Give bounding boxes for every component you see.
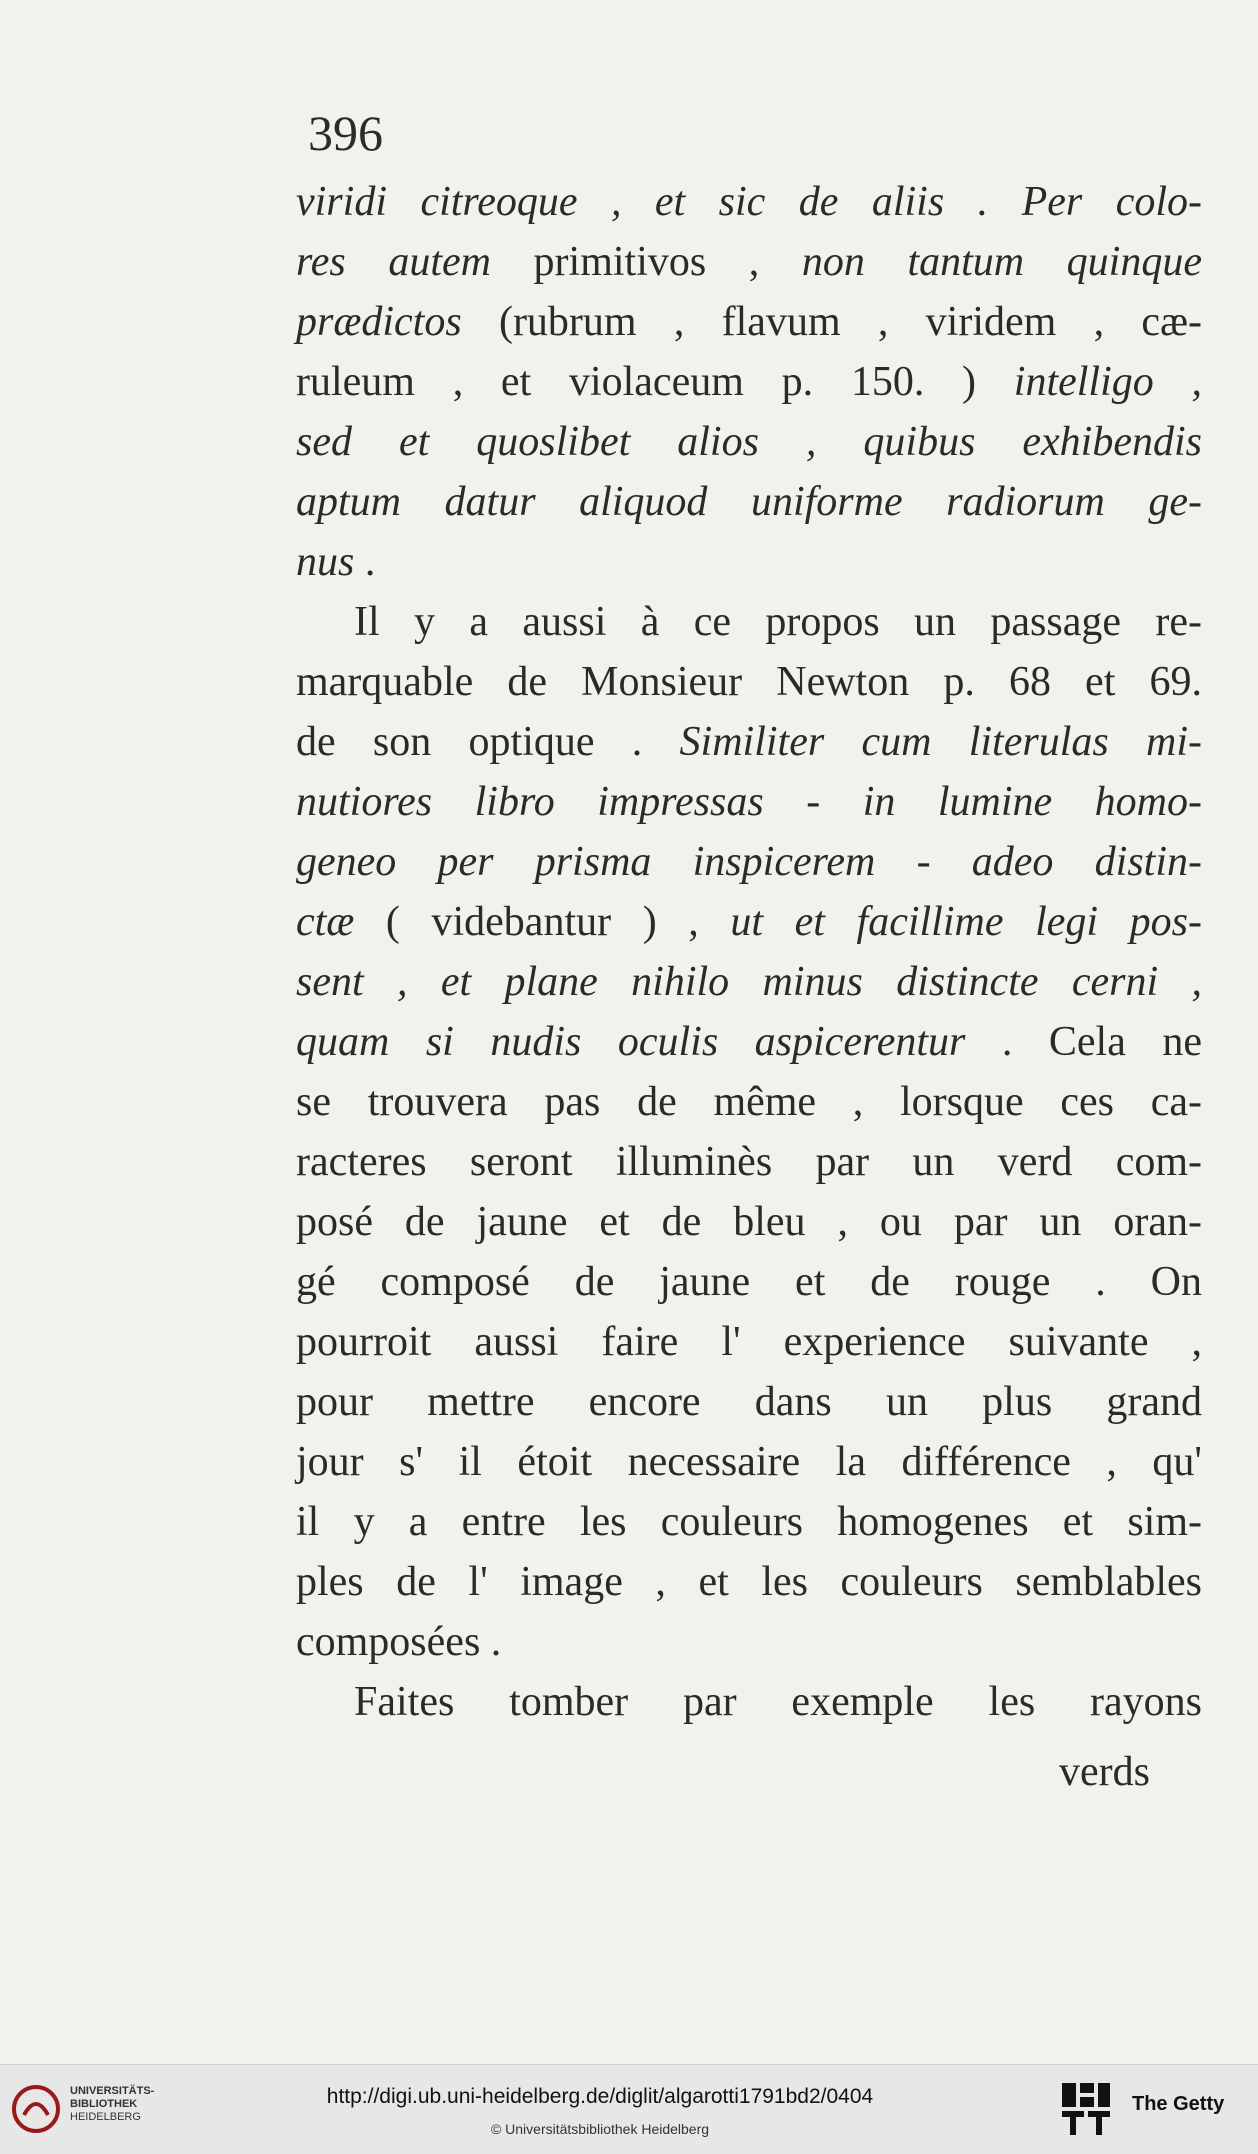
text-segment: viridi citreoque , et sic de aliis . Per colo- (296, 179, 1202, 225)
permalink-url[interactable]: http://digi.ub.uni-heidelberg.de/diglit/algarotti1791bd2/0404 (326, 2085, 874, 2108)
text-line (296, 1132, 1202, 1192)
text-line (296, 412, 1202, 472)
text-line (296, 1012, 1202, 1072)
text-segment: res autem (296, 239, 491, 285)
body-text (296, 172, 1202, 1732)
text-segment: ut et facillime legi pos- (730, 899, 1202, 945)
text-segment: marquable de Monsieur Newton p. 68 et 69. (296, 659, 1202, 705)
text-line (296, 532, 1202, 592)
text-segment: intelligo , (1013, 359, 1202, 405)
text-segment: Il y a aussi à ce propos un passage re- (354, 599, 1202, 645)
text-segment: aptum datur aliquod uniforme radiorum ge- (296, 479, 1202, 525)
footer-bar (0, 2064, 1258, 2154)
text-line (296, 892, 1202, 952)
catchword: verds (1059, 1749, 1150, 1795)
page-number: 396 (308, 105, 383, 161)
text-line (296, 1072, 1202, 1132)
text-segment: . Cela ne (965, 1019, 1203, 1065)
text-segment: racteres seront illuminès par un verd com- (296, 1139, 1202, 1185)
text-line (296, 712, 1202, 772)
text-segment: il y a entre les couleurs homogenes et sim- (296, 1499, 1202, 1545)
text-segment: Faites tomber par exemple les rayons (354, 1679, 1202, 1725)
text-line (296, 292, 1202, 352)
text-segment: (rubrum , flavum , viridem , cæ- (461, 299, 1202, 345)
getty-logo-icon (1060, 2081, 1112, 2137)
text-segment: nutiores libro impressas - in lumine homo- (296, 779, 1202, 825)
text-line (296, 352, 1202, 412)
text-line (296, 232, 1202, 292)
text-line (296, 1552, 1202, 1612)
text-line (296, 1192, 1202, 1252)
text-segment: sed et quoslibet alios , quibus exhibendis (296, 419, 1202, 465)
text-segment: sent , et plane nihilo minus distincte cerni , (296, 959, 1202, 1005)
text-segment: ruleum , et violaceum p. 150. ) (296, 359, 1014, 405)
text-segment: ( videbantur ) , (354, 899, 731, 945)
text-line (296, 1252, 1202, 1312)
text-segment: geneo per prisma inspicerem - adeo distin- (296, 839, 1202, 885)
text-segment: de son optique . (296, 719, 680, 765)
university-seal-icon (12, 2085, 60, 2133)
text-segment: . (354, 539, 376, 585)
text-segment: primitivos , (490, 239, 802, 285)
text-line (296, 1312, 1202, 1372)
text-segment: quam si nudis oculis aspicerentur (296, 1019, 966, 1065)
text-line (296, 472, 1202, 532)
university-library-name: UNIVERSITÄTS- BIBLIOTHEK HEIDELBERG (70, 2085, 155, 2123)
text-line (296, 172, 1202, 232)
text-line (296, 1672, 1202, 1732)
text-segment: prædictos (296, 299, 462, 345)
text-segment: composées . (296, 1619, 502, 1665)
getty-name: The Getty (1132, 2093, 1225, 2115)
text-segment: pour mettre encore dans un plus grand (296, 1379, 1202, 1425)
text-line (296, 772, 1202, 832)
text-line (296, 1372, 1202, 1432)
copyright-notice: © Universitätsbibliothek Heidelberg (490, 2121, 710, 2137)
text-segment: ples de l' image , et les couleurs semblables (296, 1559, 1202, 1605)
text-segment: Similiter cum literulas mi- (679, 719, 1202, 765)
text-line (296, 1492, 1202, 1552)
text-segment: nus (296, 539, 355, 585)
text-line (296, 592, 1202, 652)
text-segment: ctæ (296, 899, 355, 945)
text-segment: jour s' il étoit necessaire la différence , qu' (296, 1439, 1202, 1485)
text-line (296, 1432, 1202, 1492)
text-line (296, 652, 1202, 712)
text-segment: se trouvera pas de même , lorsque ces ca- (296, 1079, 1202, 1125)
text-segment: gé composé de jaune et de rouge . On (296, 1259, 1202, 1305)
text-segment: pourroit aussi faire l' experience suivante , (296, 1319, 1202, 1365)
text-line (296, 832, 1202, 892)
text-segment: non tantum quinque (801, 239, 1202, 285)
text-line (296, 952, 1202, 1012)
text-segment: posé de jaune et de bleu , ou par un oran- (296, 1199, 1202, 1245)
text-line (296, 1612, 1202, 1672)
